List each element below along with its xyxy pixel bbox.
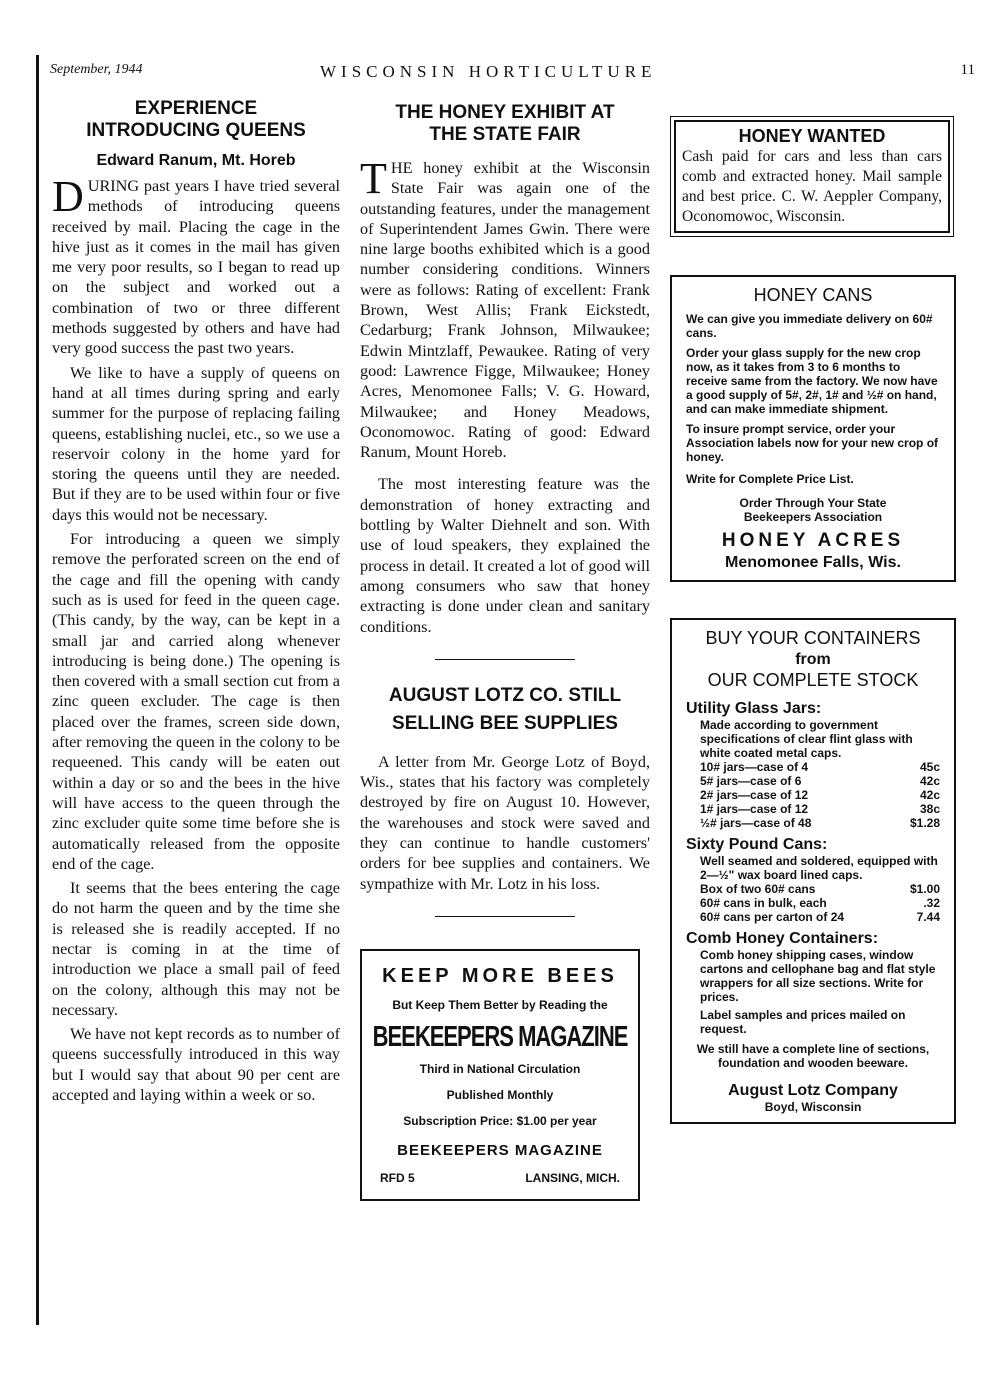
price-row — [700, 896, 940, 910]
company-name: HONEY ACRES — [721, 530, 905, 551]
ad-headline: BUY YOUR CONTAINERS from OUR COMPLETE STOCK — [705, 628, 921, 690]
article-paragraph: A letter from Mr. George Lotz of Boyd, Wis., states that his factory was completely destroyed by fire on August 10. However, the warehouses and stock were saved and they can continue to handle customers' orders for bee supplies and containers. We sympathize with Mr. Lotz in his loss. — [360, 752, 650, 893]
page-number: 11 — [960, 62, 975, 78]
article-paragraph: The most interesting feature was the demonstration of honey extracting and bottling by Walter Diehnelt and son. With use of loud speakers, they explained the process in detail. It created a lot of good will among consumers who saw that honey extracting is done under clean and sanitary conditions. — [360, 475, 650, 636]
issue-date: September, 1944 — [50, 62, 143, 77]
article-paragraph: DURING past years I have tried several methods of introducing queens received by mail. Placing the cage in the hive just as it comes in the mail has given me very poor results, so I began to read up on the subject and worked out a combination of two or three different methods suggested by others and have had very good success the past two years. — [52, 172, 340, 358]
ad-headline: HONEY WANTED — [738, 126, 886, 146]
middle-column — [360, 102, 650, 1201]
can-price-list — [686, 882, 940, 924]
drop-cap: T — [360, 154, 387, 203]
price-item-label: 2# jars—case of 12 — [700, 788, 809, 802]
article-byline: Edward Ranum, Mt. Horeb — [96, 152, 296, 169]
article-introducing-queens — [52, 98, 340, 1105]
article-paragraph: We have not kept records as to number of queens successfully introduced in this way but I would say that about 90 per cent are accepted and laying within a week or so. — [52, 1025, 340, 1105]
price-row — [700, 760, 940, 774]
price-row — [700, 910, 940, 924]
price-row — [700, 816, 940, 830]
ad-beekeepers-magazine: KEEP MORE BEES But Keep Them Better by Reading the BEEKEEPERS MAGAZINE Third in National Circulation Published Monthly Subscription Price: $1.00 per year BEEKEEPERS MAGAZINE RFD 5 LANSING, MICH. — [360, 949, 640, 1201]
divider — [435, 659, 575, 660]
price-item-label: Box of two 60# cans — [700, 882, 816, 896]
price-row — [700, 802, 940, 816]
magazine-name: BEEKEEPERS MAGAZINE — [372, 1020, 628, 1053]
drop-cap: D — [52, 172, 84, 221]
article-paragraph: It seems that the bees entering the cage do not harm the queen and by the time she is released she is readily accepted. If no nectar is coming in at the time of introduction we place a small pail of feed on the colony, although this may not be necessary. — [52, 879, 340, 1019]
price-item-value: $1.00 — [909, 882, 940, 896]
article-paragraph: THE honey exhibit at the Wisconsin State Fair was again one of the outstanding features, under the management of Superintendent James Gwin. There were nine large booths exhibited which is a good number considering conditions. Winners were as follows: Rating of excellent: Frank Brown, West Allis; Frank Eickstedt, Cedarburg; Frank Johnson, Milwaukee; Edwin Mintzlaff, Pewaukee. Rating of very good: Lawrence Figge, Milwaukee; Honey Acres, Menomonee Falls; V. G. Howard, Milwaukee; and Honey Meadows, Oconomowoc. Rating of good: Edward Ranum, Mount Horeb. — [360, 154, 650, 462]
publication-title: WISCONSIN HORTICULTURE — [320, 62, 657, 81]
price-item-label: 60# cans in bulk, each — [700, 896, 827, 910]
price-item-value: .32 — [923, 896, 940, 910]
ad-containers: BUY YOUR CONTAINERS from OUR COMPLETE STOCK Utility Glass Jars: Made according to government specifications of clear flint glass with white coated metal caps. 10# jars—case of 4 45c 5# jars—case of 6 42c 2# jars—case of 12 42c 1# jars—case of 12 38c ½# jars—case of 48 $1.28 Sixty Pound Cans: Well seamed and soldered, equipped with 2—½" wax board lined caps. Box of two 60# cans $1.00 60# cans in bulk, each .32 60# cans per carton of 24 7.44 Comb Honey Containers: Comb honey shipping cases, window cartons and cellophane bag and flat style wrappers for all size sections. Write for prices. Label samples and prices mailed on request. We still have a complete line of sections, foundation and wooden beeware. August Lotz Company Boyd, Wisconsin — [670, 618, 956, 1124]
price-item-label: 1# jars—case of 12 — [700, 802, 809, 816]
price-item-value: 7.44 — [916, 910, 940, 924]
price-item-label: 10# jars—case of 4 — [700, 760, 809, 774]
price-row — [700, 882, 940, 896]
article-title: AUGUST LOTZ CO. STILL SELLING BEE SUPPLIES — [388, 684, 622, 734]
article-title: THE HONEY EXHIBIT AT THE STATE FAIR — [395, 102, 615, 145]
price-item-value: $1.28 — [909, 816, 940, 830]
price-item-label: 5# jars—case of 6 — [700, 774, 802, 788]
ads-column — [670, 100, 960, 1124]
price-item-value: 38c — [919, 802, 940, 816]
page-margin-rule — [36, 55, 39, 1325]
ad-honey-cans: HONEY CANS We can give you immediate delivery on 60# cans. Order your glass supply for the new crop now, as it takes from 3 to 6 months to receive same from the factory. We now have a good supply of 5#, 2#, 1# and ½# on hand, and can make immediate shipment. To insure prompt service, order your Association labels now for your new crop of honey. Write for Complete Price List. Order Through Your State Beekeepers Association HONEY ACRES Menomonee Falls, Wis. — [670, 275, 956, 582]
divider — [435, 916, 575, 917]
price-item-value: 45c — [919, 760, 940, 774]
ad-headline: KEEP MORE BEES — [382, 964, 618, 987]
ad-honey-wanted: HONEY WANTED Cash paid for cars and less than cars comb and extracted honey. Mail sample and best price. C. W. Aeppler Company, Oconomowoc, Wisconsin. — [674, 120, 950, 233]
price-row — [700, 788, 940, 802]
article-title: EXPERIENCE INTRODUCING QUEENS — [86, 98, 306, 141]
article-paragraph: For introducing a queen we simply remove the perforated screen on the end of the cage and fill the opening with candy such as is used for feed in the queen cage. (This candy, by the way, can be kept in a small jar and carried along whenever introducing is being done.) The opening is then covered with a small section cut from a zinc queen excluder. The cage is then placed over the frames, screen side down, after removing the queen in the colony to be requeened. This candy will be eaten out within a day or so and the bees in the hive will have access to the queen through the zinc excluder quite some time before she is automatically released from the opposite end of the cage. — [52, 530, 340, 873]
price-item-label: ½# jars—case of 48 — [700, 816, 812, 830]
article-paragraph: We like to have a supply of queens on hand at all times during spring and early summer for the purpose of replacing failing queens, establishing nuclei, etc., so we use a reservoir colony in the home yard for storing the queens until they are needed. But if they are to be used within four or five days this would not be necessary. — [52, 363, 340, 524]
price-item-value: 42c — [919, 788, 940, 802]
price-item-value: 42c — [919, 774, 940, 788]
ad-headline: HONEY CANS — [753, 285, 873, 305]
price-row — [700, 774, 940, 788]
price-item-label: 60# cans per carton of 24 — [700, 910, 845, 924]
jar-price-list — [686, 760, 940, 830]
company-name: August Lotz Company — [728, 1082, 898, 1099]
running-header — [50, 62, 975, 86]
